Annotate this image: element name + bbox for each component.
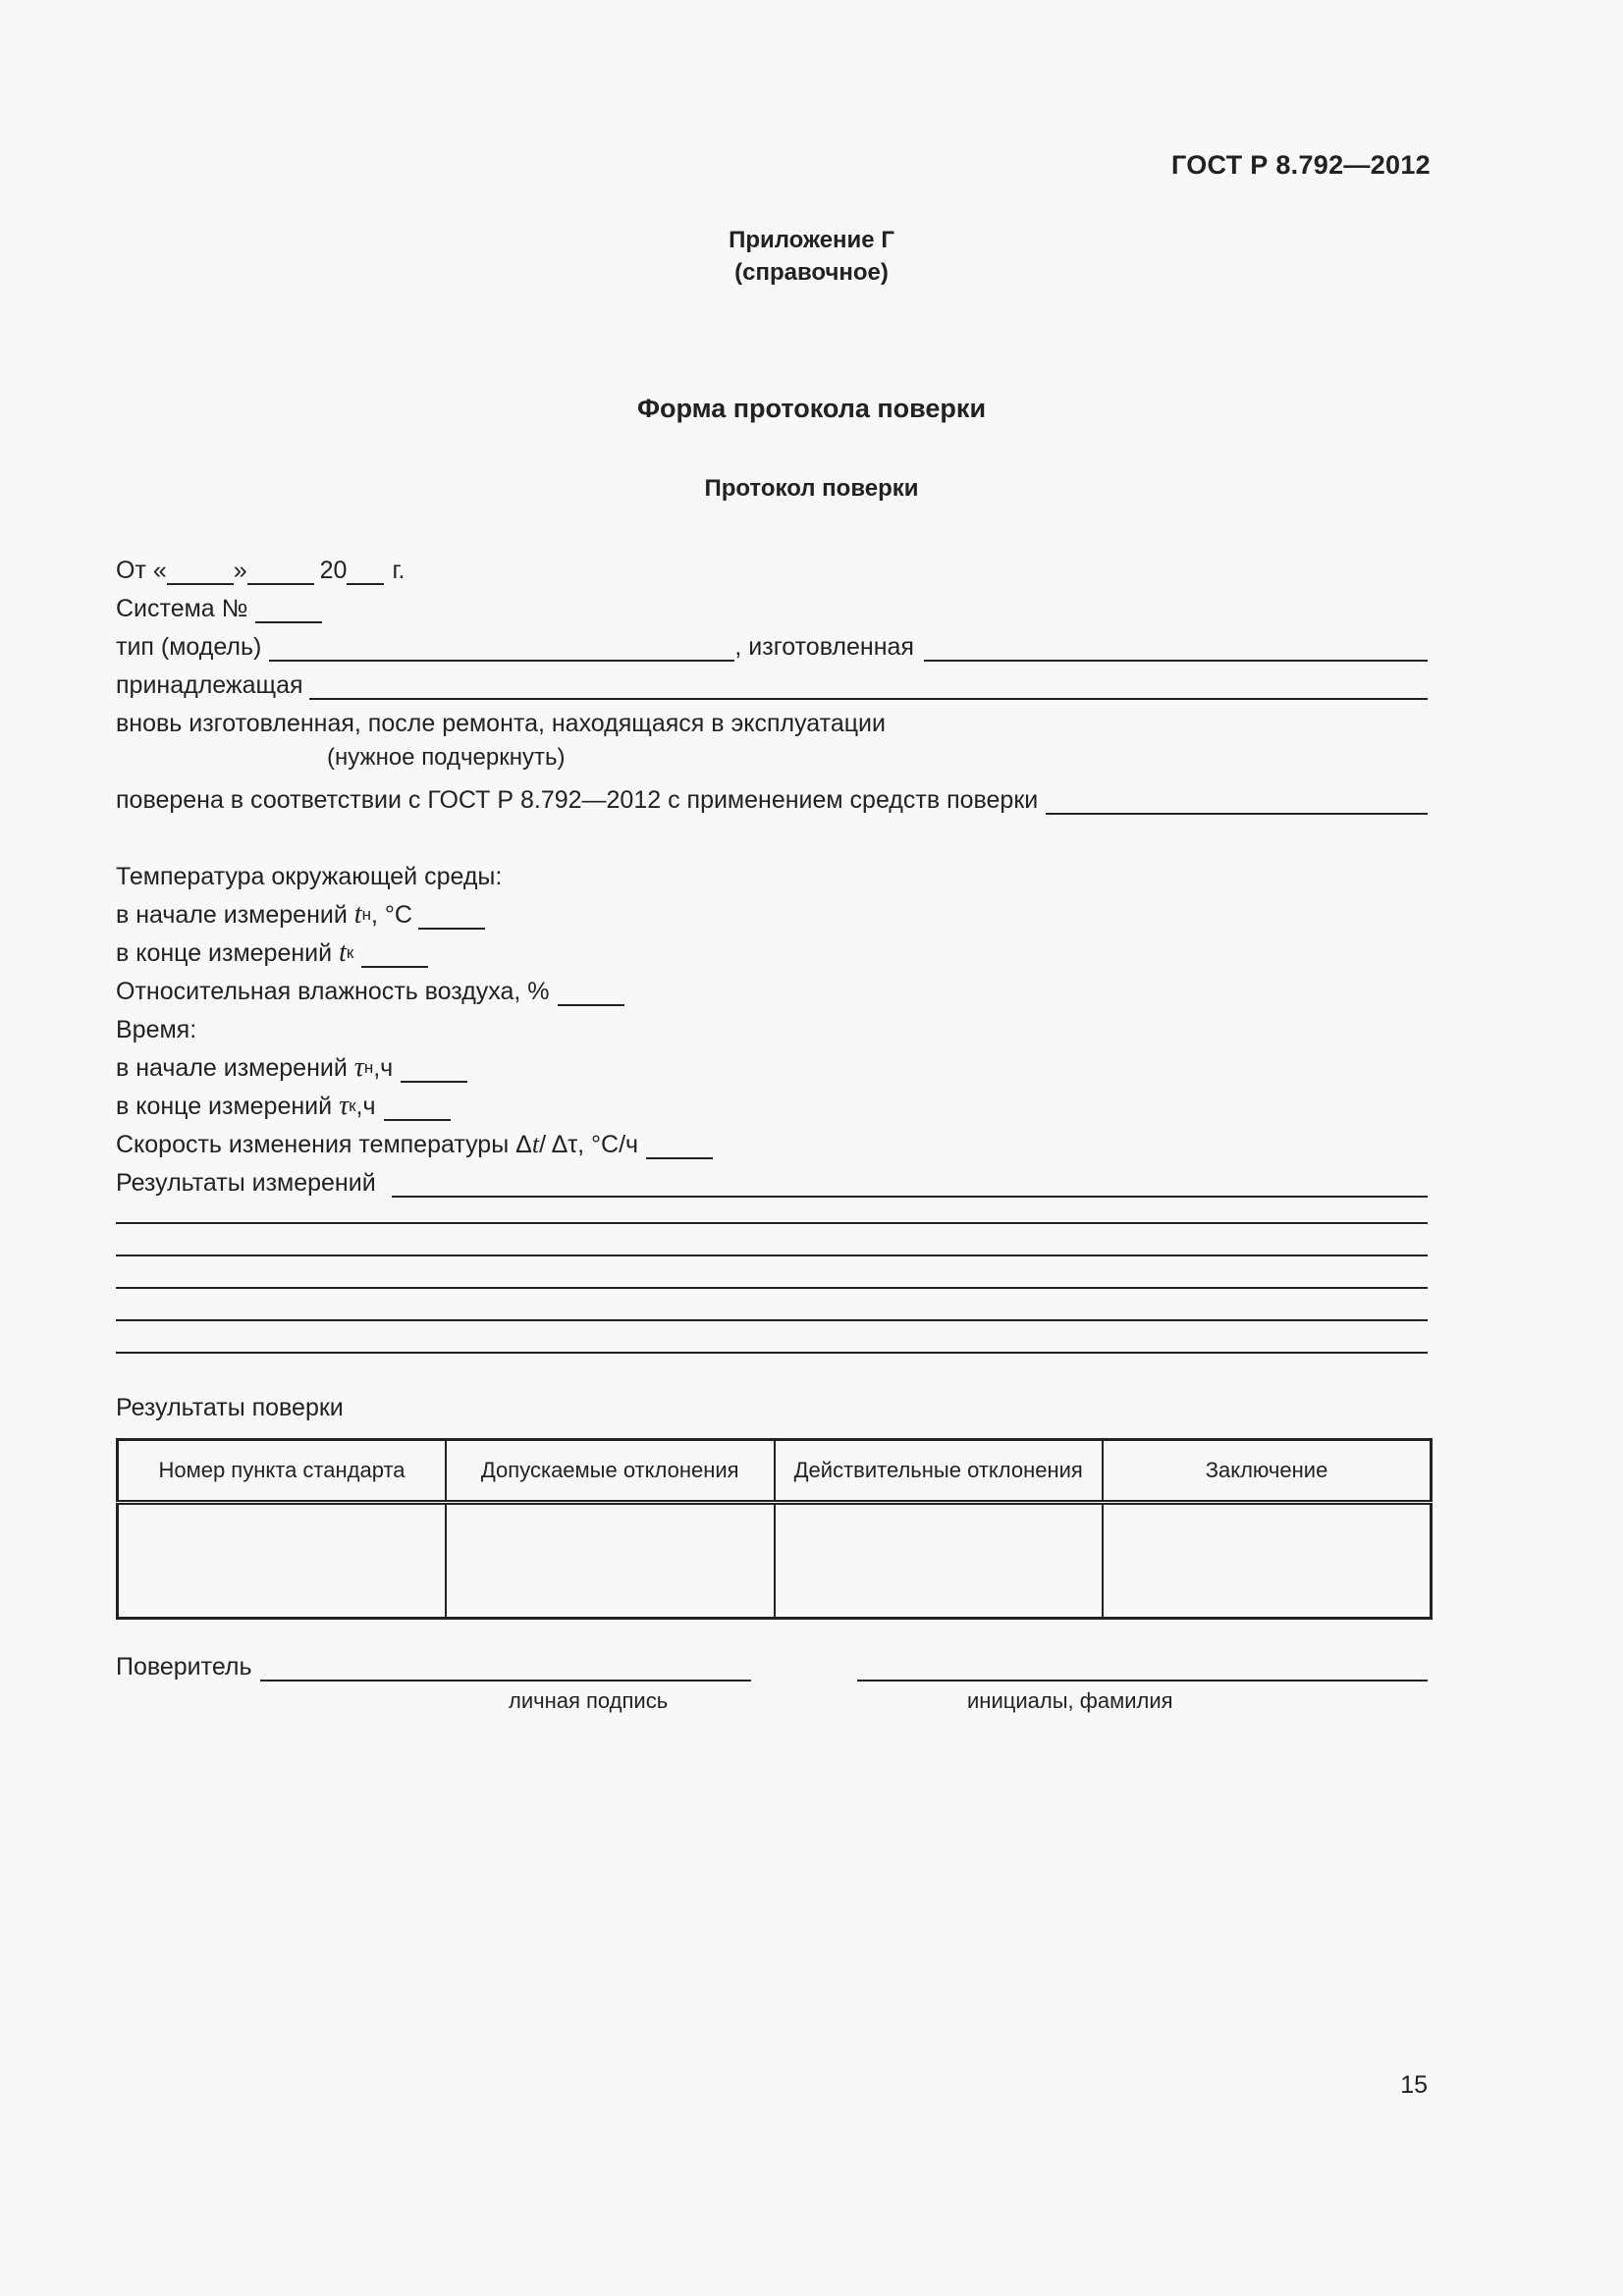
verified-label: поверена в соответствии с ГОСТ Р 8.792—2012 с применением средств поверки — [116, 786, 1039, 814]
measurements-line-6[interactable] — [116, 1352, 1428, 1354]
manufactured-label: , изготовленная — [734, 633, 914, 661]
time-start-sub: н — [363, 1058, 374, 1077]
temp-start-symbol: t — [353, 899, 362, 930]
name-field[interactable] — [857, 1656, 1428, 1682]
time-heading: Время: — [116, 1016, 197, 1043]
type-field[interactable] — [269, 636, 734, 662]
temp-end-line — [116, 931, 1428, 968]
table-cell[interactable] — [775, 1503, 1104, 1619]
temp-end-label: в конце измерений — [116, 939, 333, 967]
date-year-field[interactable] — [347, 560, 384, 585]
date-line — [116, 548, 1428, 585]
condition-hint: (нужное подчеркнуть) — [327, 744, 566, 771]
column-header: Номер пункта стандарта — [118, 1440, 447, 1503]
date-suffix: г. — [392, 557, 406, 584]
table-cell[interactable] — [118, 1503, 447, 1619]
measurements-line-3[interactable] — [116, 1255, 1428, 1256]
measurements-line — [116, 1160, 1428, 1198]
temp-start-field[interactable] — [418, 904, 485, 930]
column-header: Допускаемые отклонения — [446, 1440, 775, 1503]
humidity-line — [116, 969, 1428, 1006]
temp-end-symbol: t — [339, 937, 347, 968]
system-number-label: Система № — [116, 595, 248, 622]
signature-caption: личная подпись — [509, 1688, 669, 1713]
date-month-field[interactable] — [247, 560, 314, 585]
measurements-line-4[interactable] — [116, 1287, 1428, 1289]
time-end-unit: ,ч — [355, 1093, 376, 1120]
time-start-line — [116, 1045, 1428, 1083]
rate-label-a: Скорость изменения температуры Δ — [116, 1131, 532, 1158]
verification-results-line — [116, 1385, 1428, 1422]
condition-options: вновь изготовленная, после ремонта, находящаяся в эксплуатации — [116, 710, 886, 737]
appendix-subtitle: (справочное) — [734, 259, 889, 286]
form-title: Форма протокола поверки — [636, 394, 987, 423]
temperature-heading: Температура окружающей среды: — [116, 863, 503, 890]
time-end-sub: к — [349, 1096, 356, 1115]
verification-results-table — [116, 1438, 1433, 1620]
date-day-field[interactable] — [167, 560, 234, 585]
measurements-field[interactable] — [392, 1172, 1428, 1198]
temp-end-field[interactable] — [361, 942, 428, 968]
measurements-line-2[interactable] — [116, 1222, 1428, 1224]
column-header: Заключение — [1103, 1440, 1432, 1503]
table-row — [118, 1503, 1432, 1619]
date-quote: » — [233, 557, 247, 584]
verifier-label: Поверитель — [116, 1653, 252, 1681]
verifier-line — [116, 1644, 1428, 1682]
time-end-label: в конце измерений — [116, 1093, 333, 1120]
time-start-field[interactable] — [401, 1057, 467, 1083]
humidity-field[interactable] — [558, 981, 624, 1006]
rate-symbol: t — [531, 1130, 540, 1158]
owner-label: принадлежащая — [116, 671, 303, 699]
temp-end-sub: к — [346, 943, 354, 962]
temperature-heading-line — [116, 854, 1428, 891]
time-end-line — [116, 1084, 1428, 1121]
standard-designation: ГОСТ Р 8.792—2012 — [1170, 150, 1431, 180]
appendix-heading — [0, 224, 1623, 289]
time-start-label: в начале измерений — [116, 1054, 348, 1082]
rate-line — [116, 1122, 1428, 1159]
table-header-row — [118, 1440, 1432, 1503]
owner-line — [116, 663, 1428, 700]
system-number-line — [116, 586, 1428, 623]
time-heading-line — [116, 1007, 1428, 1044]
table-cell[interactable] — [1103, 1503, 1432, 1619]
type-label: тип (модель) — [116, 633, 262, 661]
manufacturer-field[interactable] — [924, 636, 1428, 662]
humidity-label: Относительная влажность воздуха, % — [116, 978, 550, 1005]
system-number-field[interactable] — [255, 598, 322, 623]
time-end-symbol: τ — [339, 1091, 350, 1121]
appendix-title: Приложение Г — [729, 227, 894, 253]
condition-line — [116, 701, 1428, 738]
time-end-field[interactable] — [384, 1095, 451, 1121]
date-year-prefix: 20 — [319, 557, 348, 584]
temp-start-sub: н — [361, 905, 371, 924]
verified-line — [116, 777, 1428, 815]
protocol-title: Протокол поверки — [704, 475, 919, 502]
temp-start-label: в начале измерений — [116, 901, 348, 929]
temp-start-unit: , °С — [370, 901, 412, 929]
time-start-unit: ,ч — [373, 1054, 394, 1082]
type-line — [116, 624, 1428, 662]
verification-means-field[interactable] — [1046, 789, 1428, 815]
name-caption: инициалы, фамилия — [967, 1688, 1173, 1713]
rate-field[interactable] — [646, 1134, 713, 1159]
date-prefix: От « — [116, 557, 167, 584]
page-number: 15 — [1400, 2071, 1428, 2099]
temp-start-line — [116, 892, 1428, 930]
measurements-label: Результаты измерений — [116, 1169, 376, 1197]
time-start-symbol: τ — [353, 1052, 364, 1083]
rate-label-b: / Δτ, °С/ч — [539, 1131, 639, 1158]
signature-field[interactable] — [260, 1656, 751, 1682]
measurements-line-5[interactable] — [116, 1319, 1428, 1321]
owner-field[interactable] — [309, 674, 1428, 700]
verification-results-label: Результаты поверки — [116, 1394, 344, 1421]
table-cell[interactable] — [446, 1503, 775, 1619]
column-header: Действительные отклонения — [775, 1440, 1104, 1503]
